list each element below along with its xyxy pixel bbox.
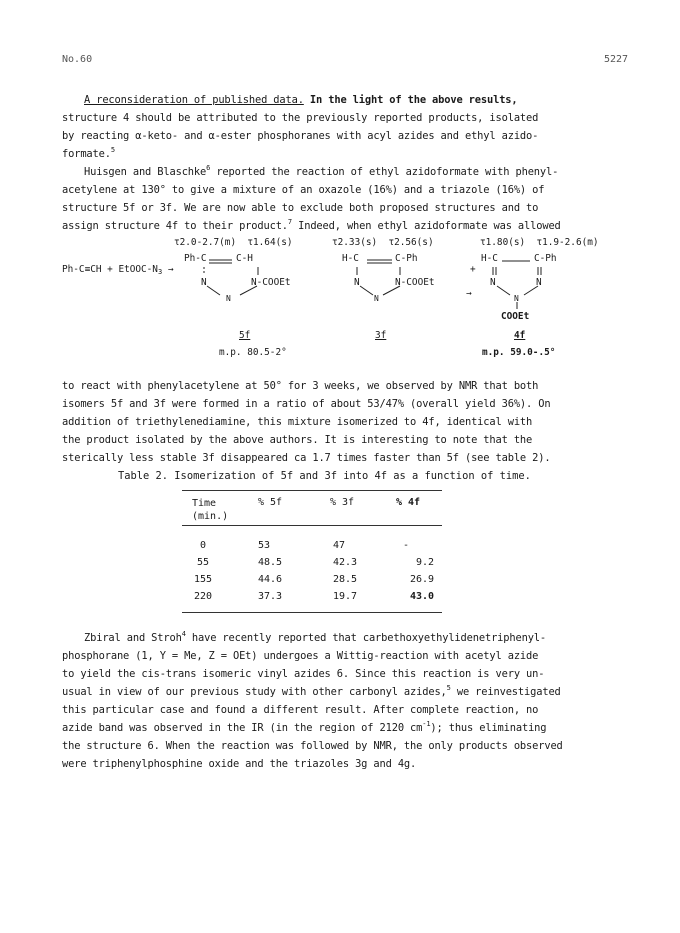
cell-5f: 37.3: [258, 591, 283, 602]
table-caption: Table 2. Isomerization of 5f and 3f into 4f as a function of time.: [118, 470, 531, 482]
paragraph-3-line-2: isomers 5f and 3f were formed in a ratio of about 53/47% (overall yield 36%). On: [62, 398, 551, 410]
reaction-arrow: →: [167, 264, 174, 275]
reference-7: 7: [287, 218, 292, 226]
atom-3f-top-left: H-C: [342, 253, 359, 264]
p1-line4-text: formate.: [62, 148, 111, 160]
paragraph-1-line-4: [62, 148, 632, 160]
cell-5f: 44.6: [258, 574, 283, 585]
atom-4f-bottom-right: N: [536, 277, 542, 288]
paragraph-4-line-2: phosphorane (1, Y = Me, Z = OEt) undergoes a Wittig-reaction with acetyl azide: [62, 650, 539, 662]
table-header-rule: [182, 525, 442, 526]
cell-3f: 47: [333, 540, 346, 551]
atom-5f-apex: N: [226, 294, 231, 303]
page-number: 5227: [604, 54, 629, 65]
paragraph-2-line-2: acetylene at 130° to give a mixture of an oxazole (16%) and a triazole (16%) of: [62, 184, 545, 196]
plus-text: +: [470, 264, 476, 275]
cell-5f: 53: [258, 540, 271, 551]
atom-5f-top-right: C-H: [236, 253, 253, 264]
atom-3f-apex: N: [374, 294, 379, 303]
atom-4f-apex: N: [514, 294, 519, 303]
mp-4f: m.p. 59.0-.5°: [482, 347, 556, 358]
paragraph-4-line-5: this particular case and found a different result. After complete reaction, no: [62, 704, 539, 716]
p4-line1-rest: have recently reported that carbethoxyethylidenetriphenyl-: [191, 632, 547, 644]
cell-time: 155: [194, 574, 213, 585]
nmr-3f: τ2.33(s) τ2.56(s): [332, 237, 434, 248]
cell-time: 220: [194, 591, 213, 602]
cell-3f: 19.7: [333, 591, 358, 602]
mp-5f: m.p. 80.5-2°: [219, 347, 287, 358]
paragraph-4-line-7: the structure 6. When the reaction was followed by NMR, the only products observed: [62, 740, 563, 752]
atom-3f-bottom-right: N-COOEt: [395, 277, 435, 288]
atom-4f-top-right: C-Ph: [534, 253, 557, 264]
label-5f: 5f: [239, 330, 251, 341]
superscript-minus-1: -1: [422, 720, 431, 728]
reference-5: 5: [110, 146, 115, 154]
p2-author: Huisgen and Blaschke: [84, 166, 207, 178]
section-heading: A reconsideration of published data.: [84, 94, 304, 106]
paragraph-3-line-3: addition of triethylenediamine, this mixture isomerized to 4f, identical with: [62, 416, 533, 428]
table-header-5f: % 5f: [258, 497, 283, 508]
p2-line4-rest: Indeed, when ethyl azidoformate was allowed: [298, 220, 561, 232]
paragraph-4-line-8: were triphenylphosphine oxide and the triazoles 3g and 4g.: [62, 758, 417, 770]
cell-time: 0: [200, 540, 207, 551]
reference-5b: 5: [446, 684, 451, 692]
label-3f: 3f: [375, 330, 387, 341]
p4-line4-rest: we reinvestigated: [456, 686, 561, 698]
table-bottom-rule: [182, 612, 442, 613]
table-header-4f: % 4f: [396, 497, 421, 508]
reference-6: 6: [206, 164, 211, 172]
table-header-3f: % 3f: [330, 497, 355, 508]
table-header-time: Time (min.): [192, 498, 229, 522]
cell-4f: -: [403, 540, 410, 551]
table-top-rule: [182, 490, 442, 491]
cell-5f: 48.5: [258, 557, 283, 568]
isomerization-arrow: →: [466, 288, 472, 299]
atom-4f-top-left: H-C: [481, 253, 498, 264]
p2-line4-text: assign structure 4f to their product.: [62, 220, 288, 232]
paragraph-4-line-6: [62, 722, 632, 734]
label-4f: 4f: [514, 330, 526, 341]
paragraph-1-line-3: by reacting α-keto- and α-ester phosphoranes with acyl azides and ethyl azido-: [62, 130, 539, 142]
paragraph-3-line-1: to react with phenylacetylene at 50° for 3 weeks, we observed by NMR that both: [62, 380, 539, 392]
paragraph-2-line-1: [84, 166, 654, 178]
atom-4f-bottom-left: N: [490, 277, 496, 288]
paragraph-2-line-4: [62, 220, 632, 232]
atom-5f-bottom-left: N: [201, 277, 207, 288]
atom-5f-top-left: Ph-C: [184, 253, 207, 264]
paragraph-4-line-3: to yield the cis-trans isomeric vinyl azides 6. Since this reaction is very un-: [62, 668, 545, 680]
reference-4: 4: [181, 630, 186, 638]
p2-line1-rest: reported the reaction of ethyl azidoformate with phenyl-: [216, 166, 559, 178]
p4-authors: Zbiral and Stroh: [84, 632, 182, 644]
paragraph-1-line-1: [84, 94, 654, 106]
atom-3f-bottom-left: N: [354, 277, 360, 288]
paragraph-1-line-2: structure 4 should be attributed to the previously reported products, isolated: [62, 112, 539, 124]
paragraph-3-line-5: sterically less stable 3f disappeared ca 1.7 times faster than 5f (see table 2).: [62, 452, 551, 464]
reactants-text: Ph-C≡CH + EtOOC-N: [62, 264, 158, 275]
paragraph-3-line-4: the product isolated by the above authors. It is interesting to note that the: [62, 434, 533, 446]
reactants-subscript: 3: [157, 268, 163, 276]
p4-line4-text: usual in view of our previous study with other carbonyl azides,: [62, 686, 447, 698]
paragraph-2-line-3: structure 5f or 3f. We are now able to exclude both proposed structures and to: [62, 202, 539, 214]
cell-4f: 43.0: [410, 591, 435, 602]
cell-4f: 9.2: [416, 557, 435, 568]
p4-line6-rest: ); thus eliminating: [430, 722, 547, 734]
reaction-scheme: [62, 237, 632, 372]
nmr-4f: τ1.80(s) τ1.9-2.6(m): [480, 237, 599, 248]
paragraph-4-line-1: [84, 632, 654, 644]
journal-issue: No.60: [62, 54, 93, 65]
p1-line1-text: In the light of the above results,: [309, 94, 518, 106]
cell-3f: 28.5: [333, 574, 358, 585]
substituent-4f: COOEt: [501, 311, 530, 322]
nmr-5f: τ2.0-2.7(m) τ1.64(s): [174, 237, 293, 248]
cell-time: 55: [197, 557, 210, 568]
plus-sign: [470, 264, 476, 275]
atom-3f-top-right: C-Ph: [395, 253, 418, 264]
cell-4f: 26.9: [410, 574, 435, 585]
reactants: [62, 264, 173, 275]
cell-3f: 42.3: [333, 557, 358, 568]
atom-5f-bottom-right: N-COOEt: [251, 277, 291, 288]
paragraph-4-line-4: [62, 686, 632, 698]
p4-line6-text: azide band was observed in the IR (in the region of 2120 cm: [62, 722, 423, 734]
